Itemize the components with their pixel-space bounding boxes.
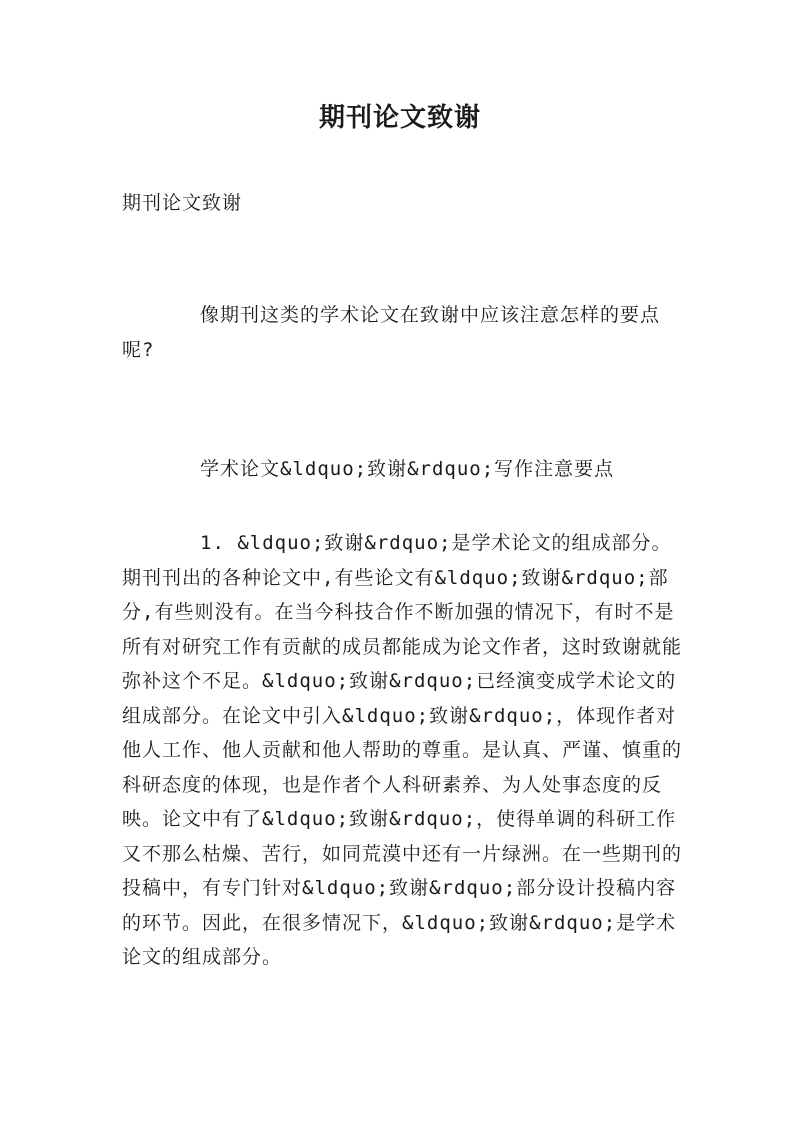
page-title: 期刊论文致谢	[318, 103, 481, 133]
body-paragraph-1: 1. &ldquo;致谢&rdquo;是学术论文的组成部分。期刊刊出的各种论文中,有些论文有&ldquo;致谢&rdquo;部分,有些则没有。在当今科技合作不断加强的情况下，有时不是所有对研究工作有贡献的成员都能成为论文作者，这时致谢就能弥补这个不足。&ldquo;致谢&rdquo;已经演变成学术论文的组成部分。在论文中引入&ldquo;致谢&rdquo;，体现作者对他人工作、他人贡献和他人帮助的尊重。是认真、严谨、慎重的科研态度的体现，也是作者个人科研素养、为人处事态度的反映。论文中有了&ldquo;致谢&rdquo;，使得单调的科研工作又不那么枯燥、苦行，如同荒漠中还有一片绿洲。在一些期刊的投稿中，有专门针对&ldquo;致谢&rdquo;部分设计投稿内容的环节。因此，在很多情况下，&ldquo;致谢&rdquo;是学术论文的组成部分。	[122, 532, 683, 968]
document-subtitle: 期刊论文致谢	[122, 192, 243, 214]
section-heading: 学术论文&ldquo;致谢&rdquo;写作注意要点	[200, 458, 615, 480]
question-paragraph: 像期刊这类的学术论文在致谢中应该注意怎样的要点呢?	[122, 304, 661, 361]
